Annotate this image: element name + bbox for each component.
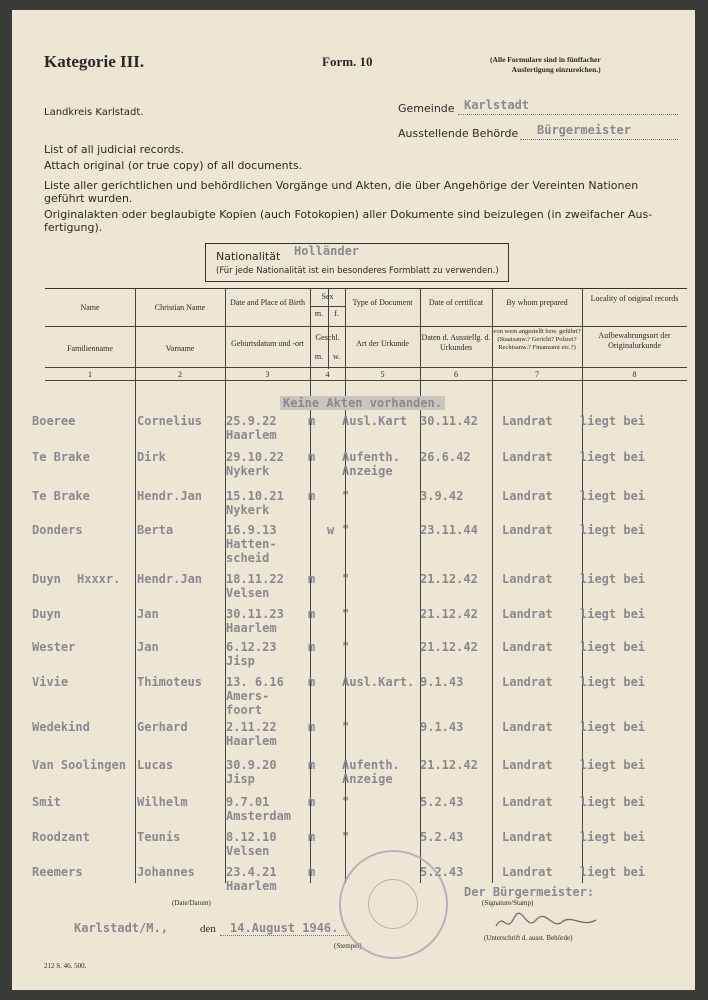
authority-label: Ausstellende Behörde [398, 127, 519, 140]
cell-first: Johannes [137, 865, 195, 879]
cell-first: Hendr.Jan [137, 572, 203, 586]
signature [492, 908, 602, 936]
cell-doc: " [342, 640, 350, 654]
cell-first: Jan [137, 607, 159, 621]
cell-loc: liegt bei [580, 865, 646, 879]
cell-loc: liegt bei [580, 607, 646, 621]
cell-name: Donders [32, 523, 83, 537]
col-sex-f: f. [334, 309, 339, 318]
cell-by: Landrat [502, 675, 553, 689]
col-christian-en: Christian Name [154, 303, 206, 312]
nationality-note: (Für jede Nationalität ist ein besonderes Formblatt zu verwenden.) [216, 266, 499, 276]
cell-date: 21.12.42 [420, 572, 478, 586]
cell-birthplace: Haarlem [226, 428, 277, 442]
cell-doc: " [342, 720, 350, 734]
col-num-7: 7 [535, 370, 539, 379]
cell-by: Landrat [502, 758, 553, 772]
cell-birthplace: Jisp [226, 654, 255, 668]
col-num-5: 5 [380, 370, 385, 379]
cell-doc-2: Anzeige [342, 772, 393, 786]
cell-date: 5.2.43 [420, 830, 464, 844]
municipality-line [458, 114, 678, 115]
cell-doc: " [342, 572, 350, 586]
signature-stamp-caption: (Signature/Stamp) [482, 899, 534, 907]
cell-first: Jan [137, 640, 159, 654]
col-sex-f-de: w. [332, 352, 341, 361]
cell-birthplace-2: foort [226, 703, 263, 717]
cell-sex: m [308, 450, 316, 464]
category-title: Kategorie III. [44, 52, 145, 71]
cell-date: 5.2.43 [420, 795, 464, 809]
cell-birth1: 30.9.20 [226, 758, 277, 772]
col-locality-de: Aufbewahrungsort der Originalurkunde [598, 331, 671, 350]
col-num-4: 4 [325, 370, 330, 379]
cell-first: Lucas [137, 758, 174, 772]
cell-birth1: 29.10.22 [226, 450, 284, 464]
cell-loc: liegt bei [580, 523, 646, 537]
cell-birth1: 30.11.23 [226, 607, 284, 621]
mayor-typed: Der Bürgermeister: [464, 885, 595, 899]
cell-loc: liegt bei [580, 450, 646, 464]
cell-doc: " [342, 830, 350, 844]
cell-doc: Ausl.Kart [342, 414, 408, 428]
cell-birth1: 8.12.10 [226, 830, 277, 844]
col-num-2: 2 [178, 370, 182, 379]
print-code: 212 S. 46. 500. [44, 962, 87, 970]
cell-birthplace: Nykerk [226, 503, 270, 517]
col-whom-de: von wem angestellt bzw. geführt? (Staatsanw.? Gericht? Polizei? Rechtsanw.? Finanzamt etc.?) [493, 328, 581, 351]
cell-birthplace: Nykerk [226, 464, 270, 478]
cell-name: Van Soolingen [32, 758, 126, 772]
cell-birth1: 16.9.13 [226, 523, 277, 537]
cell-birth1: 25.9.22 [226, 414, 277, 428]
cell-doc-2: Anzeige [342, 464, 393, 478]
col-sex-m-de: m. [314, 352, 324, 361]
cell-birthplace: Amsterdam [226, 809, 292, 823]
cell-by: Landrat [502, 572, 553, 586]
cell-name: Reemers [32, 865, 83, 879]
cell-sex: m [308, 758, 316, 772]
col-locality-en: Locality of original records [590, 294, 679, 303]
signature-caption: (Unterschrift d. ausst. Behörde) [484, 934, 573, 942]
cell-first: Gerhard [137, 720, 188, 734]
col-num-1: 1 [88, 370, 92, 379]
cell-birth1: 2.11.22 [226, 720, 277, 734]
cell-birthplace: Haarlem [226, 621, 277, 635]
cell-first: Thimoteus [137, 675, 203, 689]
cell-first: Hendr.Jan [137, 489, 203, 503]
cell-loc: liegt bei [580, 758, 646, 772]
cell-loc: liegt bei [580, 720, 646, 734]
cell-by: Landrat [502, 865, 553, 879]
cell-date: 9.1.43 [420, 720, 464, 734]
cell-name: Te Brake [32, 450, 90, 464]
cell-first: Wilhelm [137, 795, 188, 809]
cell-name: Te Brake [32, 489, 90, 503]
cell-first: Dirk [137, 450, 166, 464]
cell-birthplace: Velsen [226, 586, 270, 600]
col-christian-de: Vorname [165, 344, 195, 353]
cell-name: Duyn [32, 572, 61, 586]
cell-sex: m [308, 865, 316, 879]
cell-loc: liegt bei [580, 675, 646, 689]
cell-by: Landrat [502, 795, 553, 809]
cell-birth1: 23.4.21 [226, 865, 277, 879]
cell-sex: m [308, 795, 316, 809]
instruction-3a: Liste aller gerichtlichen und behördlichen Vorgänge und Akten, die über Angehörige der Vereinten Nationen [44, 179, 639, 192]
cell-name: Boeree [32, 414, 76, 428]
municipality-label: Gemeinde [398, 102, 455, 115]
date-caption: (Date/Datum) [172, 899, 211, 907]
cell-date: 26.6.42 [420, 450, 471, 464]
col-type-de: Art der Urkunde [356, 339, 409, 348]
nationality-value: Holländer [294, 244, 360, 258]
instruction-1: List of all judicial records. [44, 143, 185, 156]
cell-sex: m [308, 640, 316, 654]
cell-date: 23.11.44 [420, 523, 478, 537]
col-sex-en: Sex [321, 292, 334, 301]
cell-by: Landrat [502, 414, 553, 428]
col-sex-de: Geschl. [315, 333, 340, 342]
cell-sex: w [327, 523, 335, 537]
col-name-de: Familienname [67, 344, 113, 353]
authority-line [520, 139, 678, 140]
cell-by: Landrat [502, 450, 553, 464]
instruction-4b: fertigung). [44, 221, 103, 234]
cell-sex: m [308, 489, 316, 503]
cell-date: 21.12.42 [420, 640, 478, 654]
cell-sex: m [308, 720, 316, 734]
nationality-box [205, 243, 509, 282]
form-sheet [12, 10, 695, 990]
cell-birth1: 15.10.21 [226, 489, 284, 503]
cell-loc: liegt bei [580, 414, 646, 428]
instruction-3b: geführt wurden. [44, 192, 133, 205]
cell-by: Landrat [502, 607, 553, 621]
col-date-de: Daten d. Ausstellg. d. Urkunden [421, 333, 491, 352]
col-name-en: Name [80, 303, 100, 312]
municipality-value: Karlstadt [464, 98, 530, 112]
district-label: Landkreis Karlstadt. [44, 107, 144, 118]
cell-doc: Aufenth. [342, 758, 400, 772]
col-num-6: 6 [454, 370, 458, 379]
cell-by: Landrat [502, 830, 553, 844]
cell-name: Wester [32, 640, 76, 654]
cell-name: Smit [32, 795, 61, 809]
cell-sex: m [308, 607, 316, 621]
stempel-caption: (Stempel) [334, 942, 362, 950]
cell-doc: " [342, 795, 350, 809]
cell-birth1: 13. 6.16 [226, 675, 284, 689]
col-whom-en: By whom prepared [506, 298, 568, 307]
cell-loc: liegt bei [580, 572, 646, 586]
cell-doc: " [342, 523, 350, 537]
authority-value: Bürgermeister [537, 123, 631, 137]
cell-first: Berta [137, 523, 174, 537]
cell-sex: m [308, 572, 316, 586]
cell-sex: m [308, 830, 316, 844]
cell-birthplace: Hatten- [226, 537, 277, 551]
cell-loc: liegt bei [580, 830, 646, 844]
cell-birth1: 9.7.01 [226, 795, 270, 809]
cell-by: Landrat [502, 523, 553, 537]
cell-first: Cornelius [137, 414, 203, 428]
cell-sex: m [308, 414, 316, 428]
cell-by: Landrat [502, 720, 553, 734]
cell-name: Wedekind [32, 720, 90, 734]
cell-date: 5.2.43 [420, 865, 464, 879]
cell-date: 21.12.42 [420, 758, 478, 772]
header-note: (Alle Formulare sind in fünffacher Ausfertigung einzureichen.) [490, 55, 601, 74]
cell-birthplace: Amers- [226, 689, 270, 703]
cell-loc: liegt bei [580, 489, 646, 503]
official-stamp [339, 850, 448, 959]
col-num-8: 8 [632, 370, 637, 379]
no-records-banner: Keine Akten vorhanden. [280, 396, 445, 410]
col-birth-de: Geburtsdatum und -ort [231, 339, 304, 348]
instruction-4a: Originalakten oder beglaubigte Kopien (auch Fotokopien) aller Dokumente sind beizulegen (in zweifacher Aus- [44, 208, 653, 221]
cell-name: Roodzant [32, 830, 90, 844]
cell-birthplace: Velsen [226, 844, 270, 858]
cell-by: Landrat [502, 640, 553, 654]
col-type-en: Type of Document [352, 298, 413, 307]
cell-name-struck: Hxxxr. [77, 572, 121, 586]
cell-name: Duyn [32, 607, 61, 621]
cell-loc: liegt bei [580, 795, 646, 809]
cell-doc: Aufenth. [342, 450, 400, 464]
cell-date: 21.12.42 [420, 607, 478, 621]
col-birth-en: Date and Place of Birth [229, 298, 306, 307]
cell-birthplace: Haarlem [226, 734, 277, 748]
cell-first: Teunis [137, 830, 181, 844]
cell-doc: " [342, 607, 350, 621]
cell-doc: Ausl.Kart. [342, 675, 415, 689]
cell-birthplace: Jisp [226, 772, 255, 786]
cell-sex: m [308, 675, 316, 689]
cell-birth1: 6.12.23 [226, 640, 277, 654]
cell-by: Landrat [502, 489, 553, 503]
nationality-label: Nationalität [216, 250, 281, 263]
den-label: den [200, 923, 216, 935]
cell-date: 3.9.42 [420, 489, 464, 503]
col-sex-m: m. [314, 309, 324, 318]
cell-birthplace-2: scheid [226, 551, 270, 565]
cell-birthplace: Haarlem [226, 879, 277, 893]
cell-date: 30.11.42 [420, 414, 478, 428]
cell-birth1: 18.11.22 [226, 572, 284, 586]
cell-doc: " [342, 489, 350, 503]
cell-date: 9.1.43 [420, 675, 464, 689]
place-date-value: Karlstadt/M., [74, 921, 168, 935]
instruction-2: Attach original (or true copy) of all documents. [44, 159, 303, 172]
col-date-en: Date of certificat [428, 298, 484, 307]
col-num-3: 3 [265, 370, 270, 379]
cell-name: Vivie [32, 675, 69, 689]
date-value: 14.August 1946. [230, 921, 339, 935]
cell-loc: liegt bei [580, 640, 646, 654]
form-number: Form. 10 [322, 54, 373, 69]
